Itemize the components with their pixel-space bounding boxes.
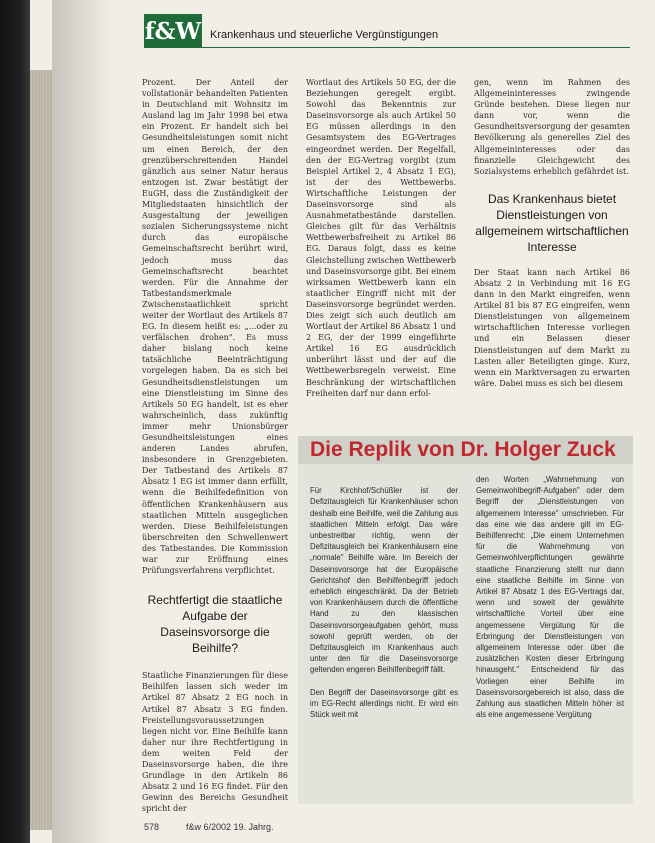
column-3: [474, 77, 630, 389]
book-binding: [0, 0, 30, 843]
replik-left-text: Für Kirchhof/Schüßler ist der Defizitausgleich für Krankenhäuser schon deshalb eine Beihilfe, weil die Zahlung aus staatlichen Mitteln erfolgt. Das wäre unbestreitbar richtig, wenn der Defizitausgleich bei Krankenhäusern eine „normale" Beihilfe wäre. Im Bereich der Daseinsvorsorge hat der Europäische Gerichtshof den Beihilfenbegriff jedoch erheblich eingeschränkt. Da der Betrieb von Krankenhäusern durch die öffentliche Hand zu den klassischen Daseinsvorsorgeaufgaben gehört, muss sowohl geprüft werden, ob der Defizitausgleich im Krankenhaus auch unter den für die Daseinsvorsorge geltenden engeren Beihilfenbegriff fällt. Den Begriff der Daseinsvorsorge gibt es im EG-Recht allerdings nicht. Er wird ein Stück weit mit: [310, 486, 458, 720]
page-edges: [30, 70, 52, 830]
column-2: [306, 77, 456, 399]
running-header: Krankenhaus und steuerliche Vergünstigungen: [210, 29, 439, 41]
issue-info: f&w 6/2002 19. Jahrg.: [186, 822, 274, 832]
column-1-subhead: Rechtfertigt die staatliche Aufgabe der Daseinsvorsorge die Beihilfe?: [147, 593, 283, 656]
column-3-subhead: Das Krankenhaus bietet Dienstleistungen von allgemeinem wirtschaftlichen Interesse: [475, 191, 629, 254]
column-3-text: gen, wenn im Rahmen des Allgemeininteresses zwingende Gründe bestehen. Diese liegen nur dann vor, wenn die Gesundheitsversorgung der gesamten Bevölkerung als generelles Ziel des Allgemeininteresses oder das finanzielle Gleichgewicht des Sozialsystems erheblich gefährdet ist.: [474, 78, 630, 176]
column-1: [142, 77, 288, 814]
replik-box-title: Die Replik von Dr. Holger Zuck: [298, 436, 633, 464]
fw-logo: f&W: [144, 14, 202, 48]
gutter-shadow: [52, 0, 112, 843]
replik-right-text: den Worten „Wahrnehmung von Gemeinwohlbegriff-Aufgaben" oder dem Begriff der „Dienstleistungen von allgemeinem Interesse" umschrieben. Für das eine wie das andere gilt im EG-Beihilfenrecht: „Die einem Unternehmen für die Wahrnehmung von Gemeinwohlverpflichtungen gewährte staatliche Finanzierung stellt nur dann eine staatliche Beihilfe im Sinne von Artikel 87 Absatz 1 des EG-Vertrags dar, wenn und soweit der gewährte wirtschaftliche Vorteil über eine angemessene Vergütung für die Erbringung der Dienstleistungen von allgemeinem Interesse oder über die zusätzlichen Kosten dieser Erbringung hinausgeht." Entscheidend für das Vorliegen einer Beihilfe im Daseinsvorsorgebereich ist also, dass die Zahlung aus staatlichen Mitteln höher ist als eine angemessene Vergütung: [476, 475, 624, 720]
column-2-text: Wortlaut des Artikels 50 EG, der die Beziehungen geregelt ergibt. Sowohl das Bekenntnis zur Daseinsvorsorge als auch Artikel 50 EG müssen allerdings in den Gesamtsystem des EG-Vertrages eingeordnet werden. Der Regelfall, den der EG-Vertrag vorgibt (zum Beispiel Artikel 2, 4 Absatz 1 EG), ist der des Wettbewerbs. Wirtschaftliche Leistungen der Daseinsvorsorge sind als Ausnahmetatbestände darstellen. Gleiches gilt für das Verhältnis Wettbewerbsfreiheit zu Artikel 86 EG. Daraus folgt, dass es keine Gleichstellung zwischen Wettbewerb und Daseinsvorsorge gibt. Bei einem wirksamen Wettbewerb kann ein staatlicher Eingriff nicht mit der Daseinsvorsorge begründet werden. Dies zeigt sich auch deutlich am Wortlaut der Artikel 86 Absatz 1 und 2 EG, der der 1999 eingeführte Artikel 16 EG ausdrücklich unberührt lässt und der auf die Wettbewerbsregeln verweist. Eine Beschränkung der wirtschaftlichen Freiheiten darf nur dann erfol-: [306, 78, 456, 398]
column-1-text-2: Staatliche Finanzierungen für diese Beihilfen lassen sich weder im Artikel 87 Absatz 2 EG noch in Artikel 87 Absatz 3 EG finden. Freistellungsvoraussetzungen liegen nicht vor. Eine Beihilfe kann daher nur ihre Rechtfertigung in dem weiten Feld der Daseinsvorsorge haben, die ihre Grundlage in den Artikeln 86 Absatz 2 und 16 EG findet. Für den Gewinn des Bereichs Gesundheit spricht der: [142, 671, 288, 814]
column-3-text-2: Der Staat kann nach Artikel 86 Absatz 2 in Verbindung mit 16 EG dann in den Markt eingreifen, wenn Artikel 81 bis 87 EG eingreifen, wenn Dienstleistungen von allgemeinem wirtschaftlichen Interesse vorliegen und ein Belassen dieser Dienstleistungen auf dem Markt zu Lasten aller Beteiligten ginge. Kurz, wenn ein Marktversagen zu erwarten wäre. Dabei muss es sich bei diesem: [474, 267, 630, 388]
page-number: 578: [144, 822, 160, 832]
replik-box: [298, 464, 633, 804]
header-rule: [144, 47, 630, 48]
replik-right-column: [476, 474, 624, 720]
column-1-text: Prozent. Der Anteil der vollstationär behandelten Patienten in Deutschland mit Wohnsitz im Ausland lag im Jahr 1998 bei etwa ein Prozent. Er handelt sich bei Gesundheitsleistungen somit nicht um einen Bereich, der den grenzüberschreitenden Handel gänzlich aus seiner Natur heraus entzogen ist. Zwar bestätigt der EuGH, dass die Zuständigkeit der Mitgliedstaaten hinsichtlich der Ausgestaltung der jeweiligen sozialen Sicherungssysteme nicht durch das europäische Gemeinschaftsrecht berührt wird, jedoch muss das Gemeinschaftsrecht beachtet werden. Für die Annahme der Tatbestandsmerkmale Zwischenstaatlichkeit spricht weiter der Wortlaut des Artikels 87 EG. In diesem heißt es: „...oder zu verfälschen drohen". Es muss daher bislang noch keine tatsächliche Beeinträchtigung vorgelegen haben. Da es sich bei Gesundheitsdienstleistungen um eine Dienstleistung im Sinne des Artikels 50 EG handelt, ist es eher wahrscheinlich, dass zukünftig immer mehr Unionsbürger Gesundheitsleistungen eines anderen Landes abrufen, insbesondere in Grenzgebieten. Der Tatbestand des Artikels 87 Absatz 1 EG ist immer dann erfüllt, wenn die Beihilfedefinition von öffentlichen Krankenhäusern aus staatlichen Mitteln ausgeglichen werden. Diese Beihilfeleistungen überschreiten den Schwellenwert des Tatbestandes. Die Kommission war zur Eröffnung eines Prüfungsverfahrens verpflichtet.: [142, 78, 288, 576]
replik-left-column: [310, 474, 458, 720]
